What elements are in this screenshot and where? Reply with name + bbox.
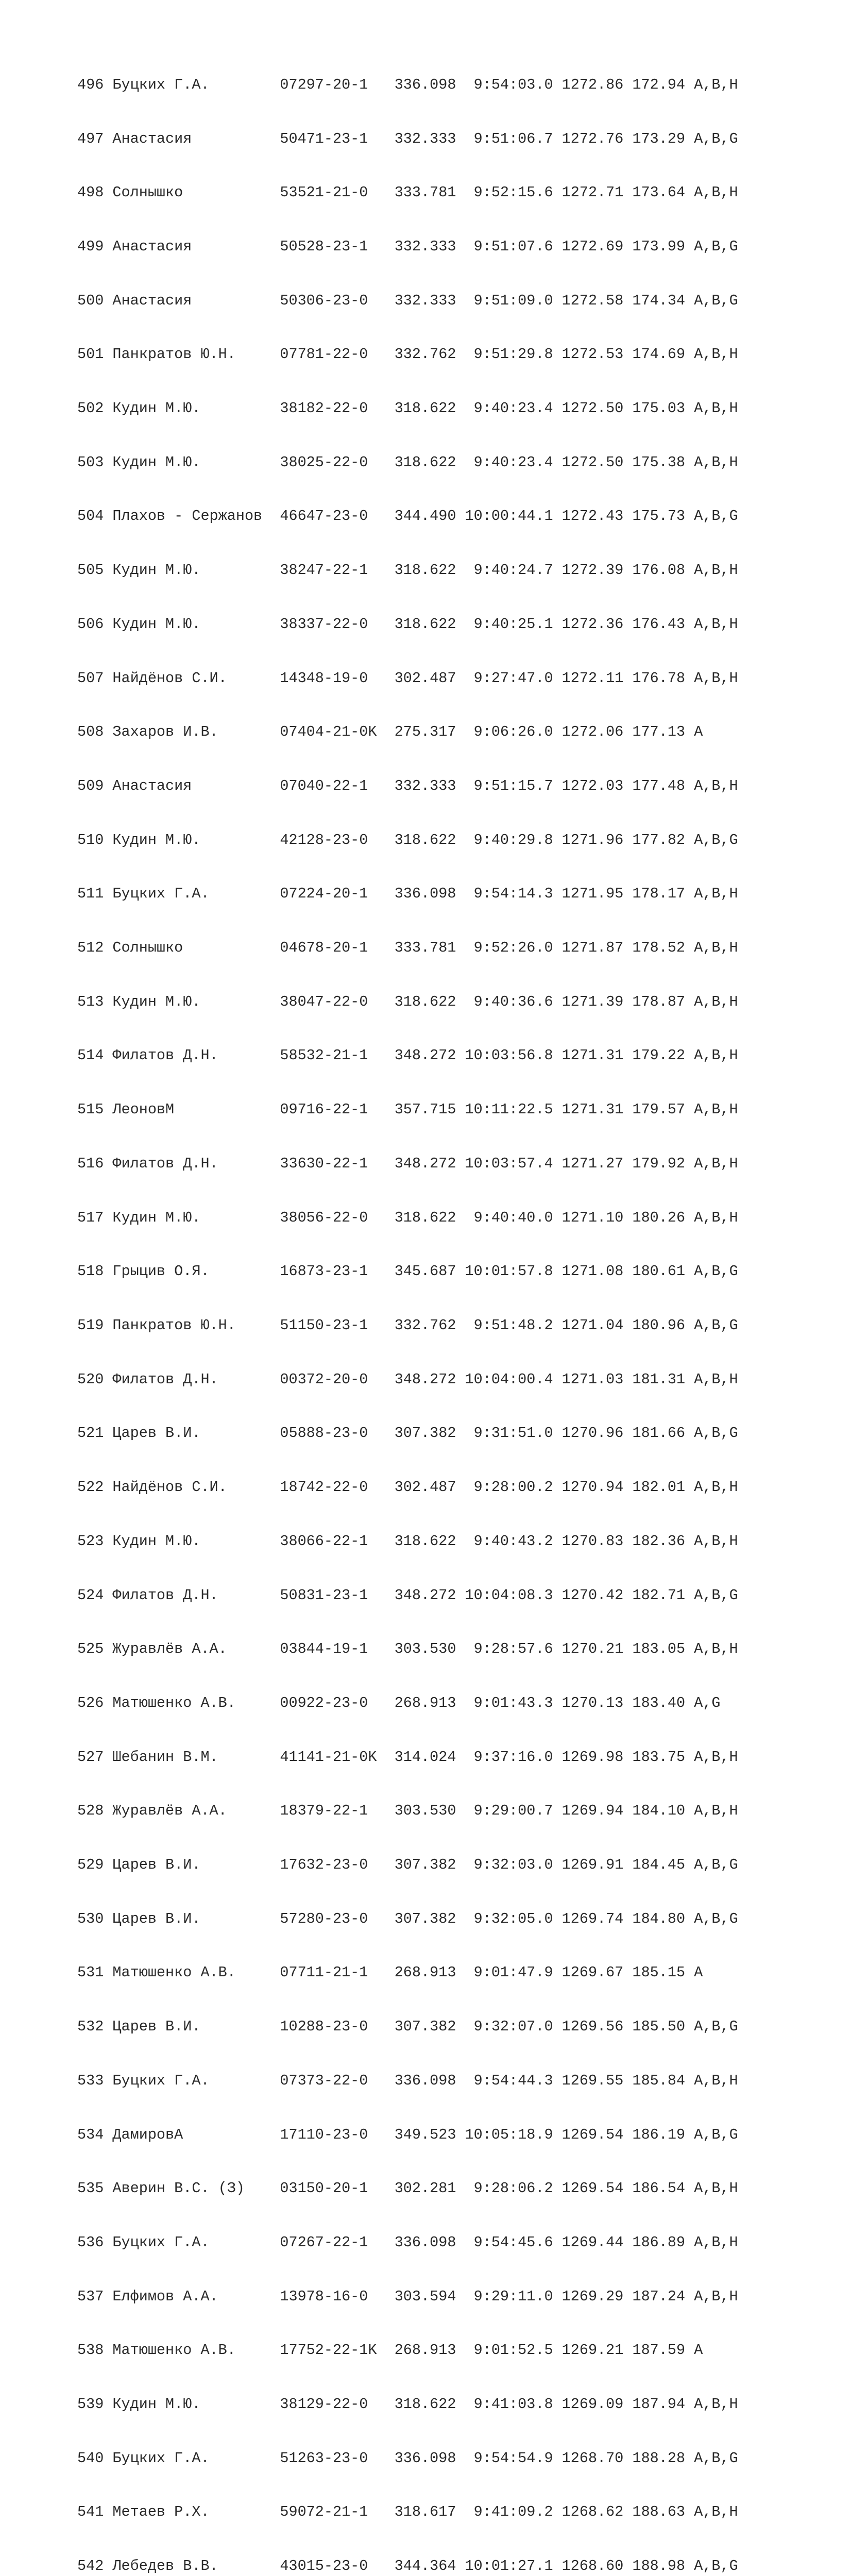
result-row: 503 Кудин М.Ю. 38025-22-0 318.622 9:40:23.4 1272.50 175.38 A,B,H [77, 453, 738, 471]
result-row: 523 Кудин М.Ю. 38066-22-1 318.622 9:40:43.2 1270.83 182.36 A,B,H [77, 1532, 738, 1550]
result-row: 518 Грыцив О.Я. 16873-23-1 345.687 10:01:57.8 1271.08 180.61 A,B,G [77, 1263, 738, 1280]
result-row: 507 Найдёнов С.И. 14348-19-0 302.487 9:27:47.0 1272.11 176.78 A,B,H [77, 669, 738, 687]
result-row: 508 Захаров И.В. 07404-21-0K 275.317 9:06:26.0 1272.06 177.13 A [77, 723, 703, 741]
result-row: 500 Анастасия 50306-23-0 332.333 9:51:09.0 1272.58 174.34 A,B,G [77, 292, 738, 309]
result-row: 535 Аверин В.С. (З) 03150-20-1 302.281 9:28:06.2 1269.54 186.54 A,B,H [77, 2180, 738, 2197]
result-row: 536 Буцких Г.А. 07267-22-1 336.098 9:54:45.6 1269.44 186.89 A,B,H [77, 2233, 738, 2251]
result-row: 533 Буцких Г.А. 07373-22-0 336.098 9:54:44.3 1269.55 185.84 A,B,H [77, 2072, 738, 2089]
result-row: 520 Филатов Д.Н. 00372-20-0 348.272 10:04:00.4 1271.03 181.31 A,B,H [77, 1370, 738, 1388]
result-row: 505 Кудин М.Ю. 38247-22-1 318.622 9:40:24.7 1272.39 176.08 A,B,H [77, 562, 738, 579]
result-row: 538 Матюшенко А.В. 17752-22-1K 268.913 9:01:52.5 1269.21 187.59 A [77, 2342, 703, 2359]
result-row: 528 Журавлёв А.А. 18379-22-1 303.530 9:29:00.7 1269.94 184.10 A,B,H [77, 1802, 738, 1820]
result-row: 524 Филатов Д.Н. 50831-23-1 348.272 10:04:08.3 1270.42 182.71 A,B,G [77, 1586, 738, 1604]
result-row: 522 Найдёнов С.И. 18742-22-0 302.487 9:28:00.2 1270.94 182.01 A,B,H [77, 1479, 738, 1496]
result-row: 517 Кудин М.Ю. 38056-22-0 318.622 9:40:40.0 1271.10 180.26 A,B,H [77, 1209, 738, 1226]
result-row: 501 Панкратов Ю.Н. 07781-22-0 332.762 9:51:29.8 1272.53 174.69 A,B,H [77, 346, 738, 363]
result-row: 502 Кудин М.Ю. 38182-22-0 318.622 9:40:23.4 1272.50 175.03 A,B,H [77, 400, 738, 417]
result-row: 497 Анастасия 50471-23-1 332.333 9:51:06.7 1272.76 173.29 A,B,G [77, 130, 738, 147]
result-row: 510 Кудин М.Ю. 42128-23-0 318.622 9:40:29.8 1271.96 177.82 A,B,G [77, 831, 738, 849]
results-listing [77, 40, 738, 2576]
result-row: 526 Матюшенко А.В. 00922-23-0 268.913 9:01:43.3 1270.13 183.40 A,G [77, 1694, 721, 1711]
result-row: 496 Буцких Г.А. 07297-20-1 336.098 9:54:03.0 1272.86 172.94 A,B,H [77, 76, 738, 93]
result-row: 541 Метаев Р.Х. 59072-21-1 318.617 9:41:09.2 1268.62 188.63 A,B,H [77, 2503, 738, 2521]
result-row: 498 Солнышко 53521-21-0 333.781 9:52:15.6 1272.71 173.64 A,B,H [77, 184, 738, 201]
result-row: 539 Кудин М.Ю. 38129-22-0 318.622 9:41:03.8 1269.09 187.94 A,B,H [77, 2396, 738, 2413]
result-row: 509 Анастасия 07040-22-1 332.333 9:51:15.7 1272.03 177.48 A,B,H [77, 777, 738, 794]
result-row: 537 Елфимов А.А. 13978-16-0 303.594 9:29:11.0 1269.29 187.24 A,B,H [77, 2287, 738, 2305]
result-row: 511 Буцких Г.А. 07224-20-1 336.098 9:54:14.3 1271.95 178.17 A,B,H [77, 885, 738, 903]
result-row: 531 Матюшенко А.В. 07711-21-1 268.913 9:01:47.9 1269.67 185.15 A [77, 1964, 703, 1981]
result-row: 540 Буцких Г.А. 51263-23-0 336.098 9:54:54.9 1268.70 188.28 A,B,G [77, 2449, 738, 2467]
result-row: 499 Анастасия 50528-23-1 332.333 9:51:07.6 1272.69 173.99 A,B,G [77, 238, 738, 255]
result-row: 512 Солнышко 04678-20-1 333.781 9:52:26.0 1271.87 178.52 A,B,H [77, 939, 738, 957]
result-row: 542 Лебедев В.В. 43015-23-0 344.364 10:01:27.1 1268.60 188.98 A,B,G [77, 2557, 738, 2575]
result-row: 519 Панкратов Ю.Н. 51150-23-1 332.762 9:51:48.2 1271.04 180.96 A,B,G [77, 1316, 738, 1334]
result-row: 534 ДамировА 17110-23-0 349.523 10:05:18.9 1269.54 186.19 A,B,G [77, 2126, 738, 2143]
result-row: 529 Царев В.И. 17632-23-0 307.382 9:32:03.0 1269.91 184.45 A,B,G [77, 1856, 738, 1874]
result-row: 514 Филатов Д.Н. 58532-21-1 348.272 10:03:56.8 1271.31 179.22 A,B,H [77, 1047, 738, 1064]
result-row: 532 Царев В.И. 10288-23-0 307.382 9:32:07.0 1269.56 185.50 A,B,G [77, 2018, 738, 2036]
result-row: 521 Царев В.И. 05888-23-0 307.382 9:31:51.0 1270.96 181.66 A,B,G [77, 1425, 738, 1442]
result-row: 504 Плахов - Сержанов 46647-23-0 344.490 10:00:44.1 1272.43 175.73 A,B,G [77, 507, 738, 525]
result-row: 506 Кудин М.Ю. 38337-22-0 318.622 9:40:25.1 1272.36 176.43 A,B,H [77, 615, 738, 633]
result-row: 527 Шебанин В.М. 41141-21-0K 314.024 9:37:16.0 1269.98 183.75 A,B,H [77, 1748, 738, 1766]
result-row: 530 Царев В.И. 57280-23-0 307.382 9:32:05.0 1269.74 184.80 A,B,G [77, 1910, 738, 1927]
result-row: 525 Журавлёв А.А. 03844-19-1 303.530 9:28:57.6 1270.21 183.05 A,B,H [77, 1640, 738, 1658]
result-row: 513 Кудин М.Ю. 38047-22-0 318.622 9:40:36.6 1271.39 178.87 A,B,H [77, 993, 738, 1010]
result-row: 515 ЛеоновМ 09716-22-1 357.715 10:11:22.5 1271.31 179.57 A,B,H [77, 1101, 738, 1118]
result-row: 516 Филатов Д.Н. 33630-22-1 348.272 10:03:57.4 1271.27 179.92 A,B,H [77, 1155, 738, 1172]
